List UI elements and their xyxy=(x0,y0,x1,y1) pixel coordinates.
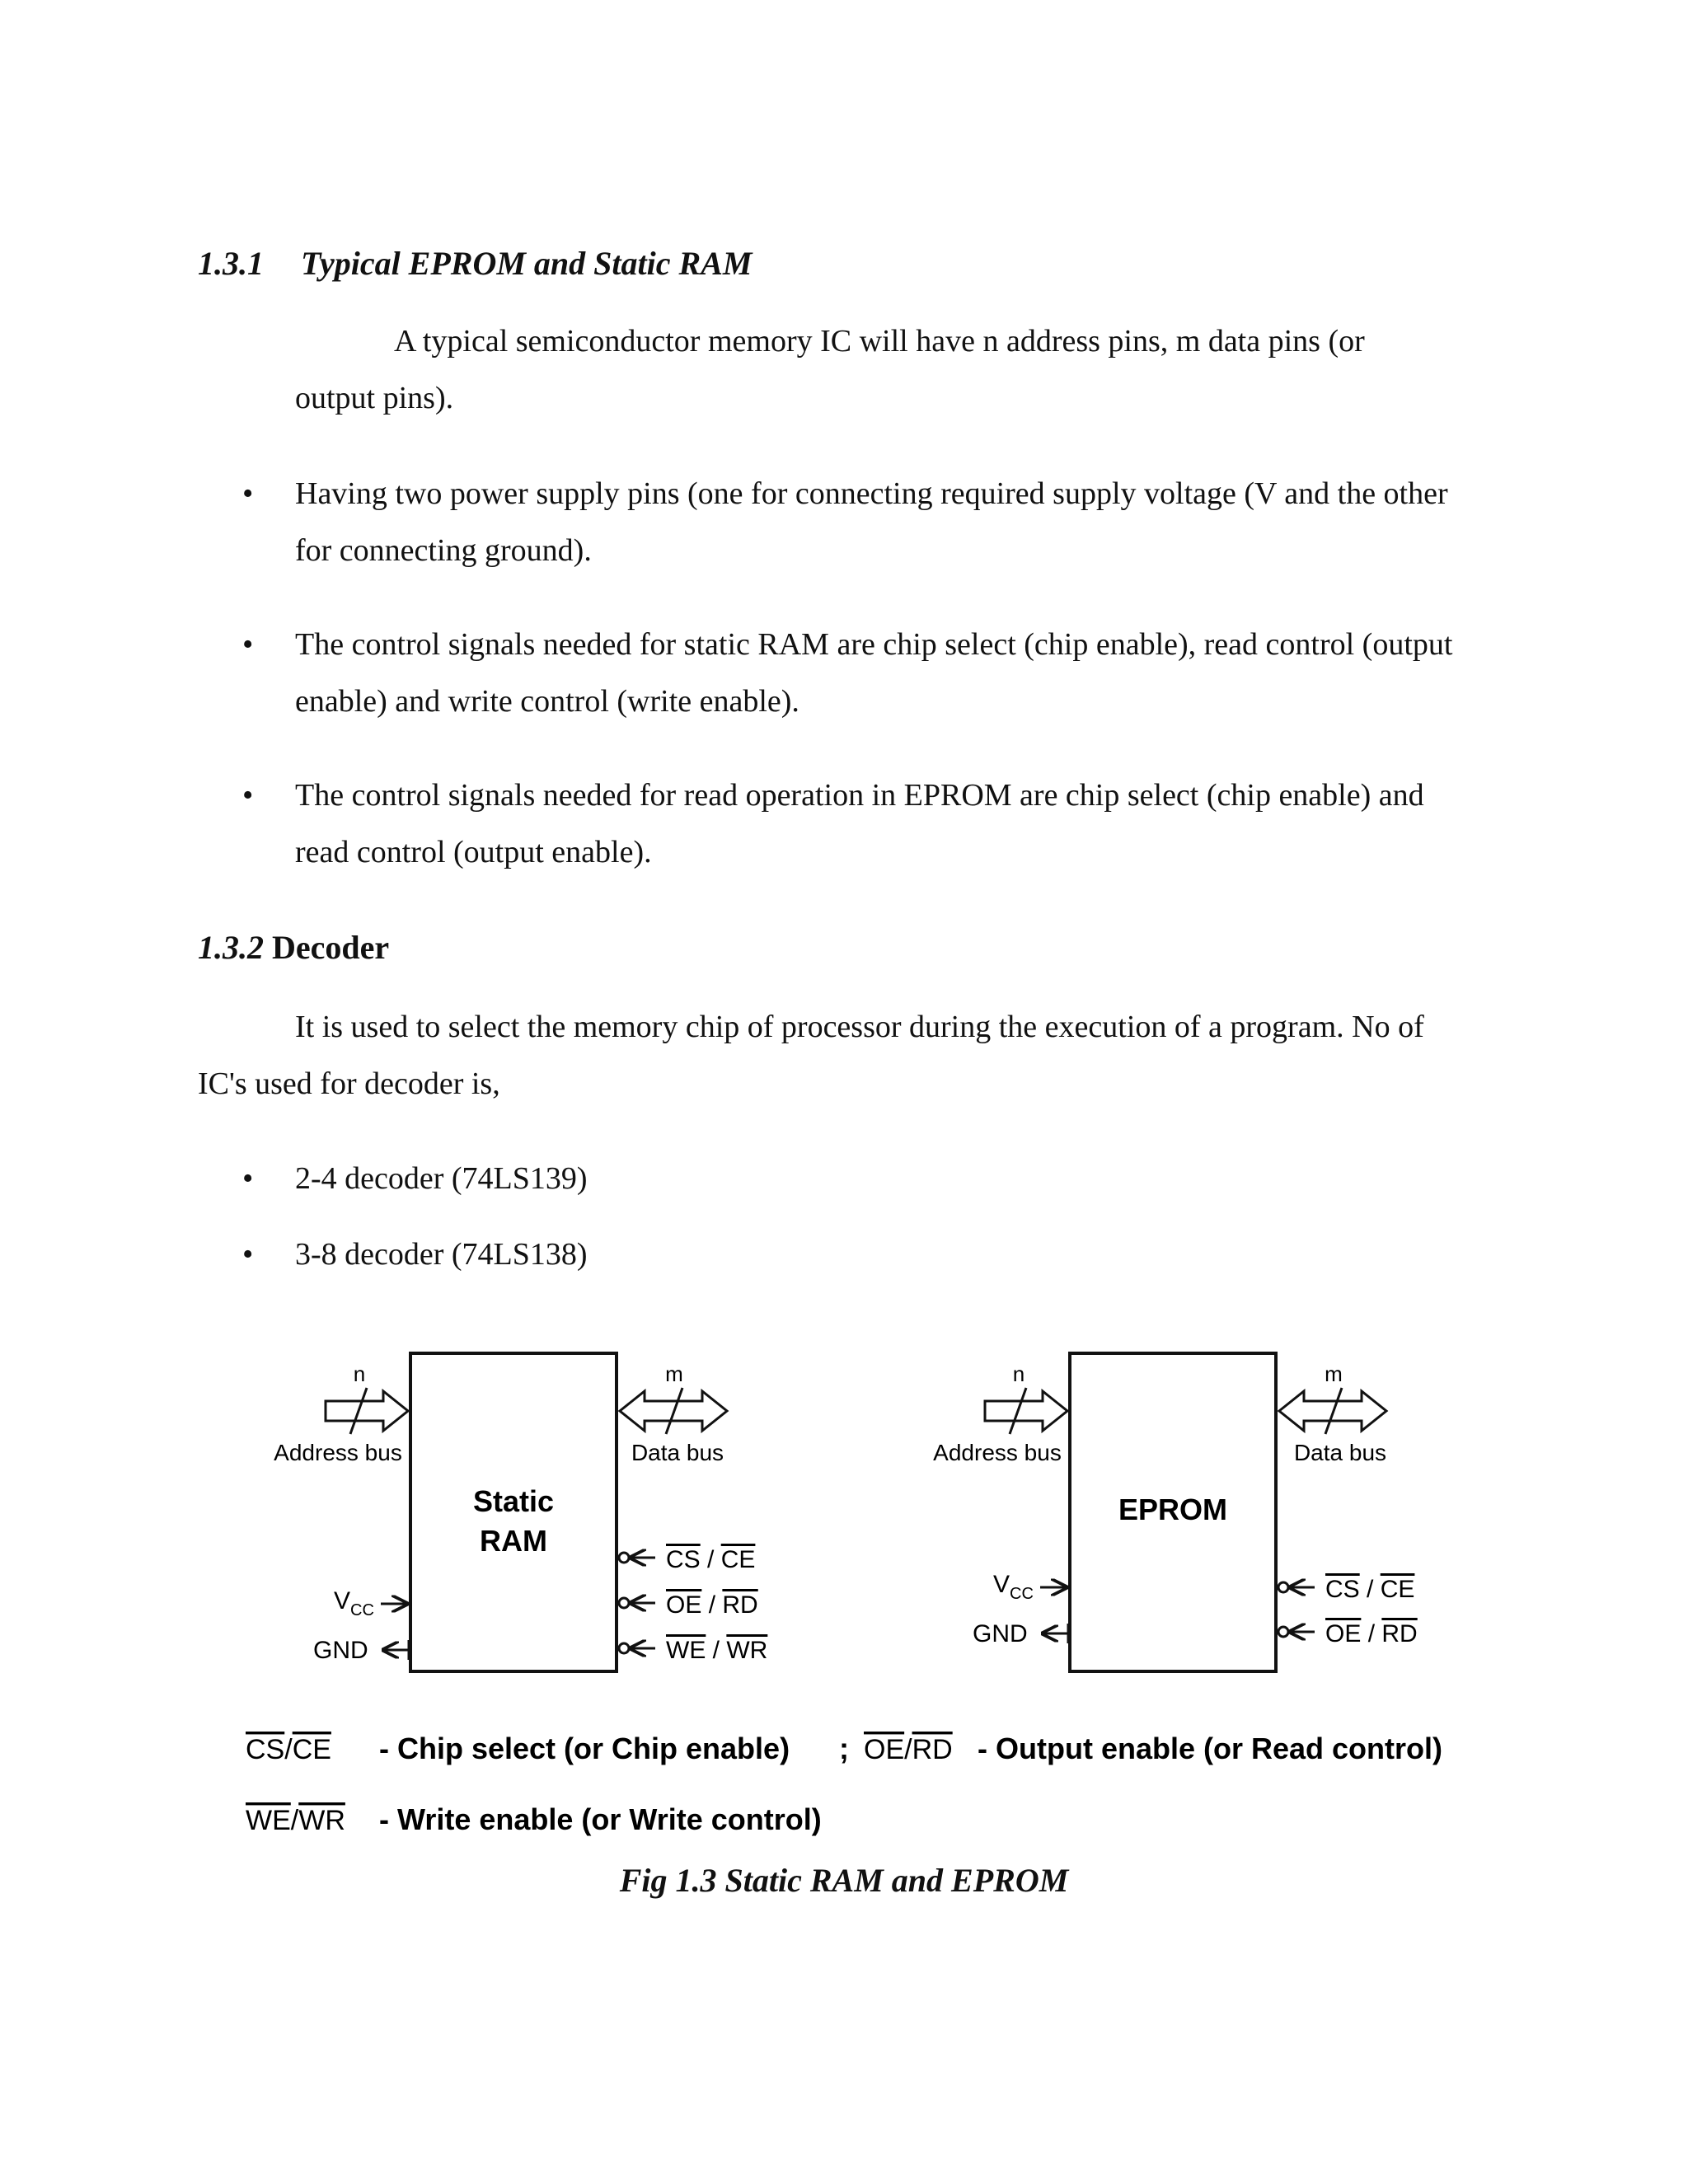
ram-address-label: Address bus xyxy=(274,1440,402,1465)
ram-signal-oe xyxy=(619,1591,758,1619)
bullet-dot: • xyxy=(242,476,254,511)
eprom-data-label: Data bus xyxy=(1293,1440,1387,1465)
eprom-signal-oe xyxy=(1278,1620,1418,1647)
static-ram-label-1: Static xyxy=(472,1484,555,1518)
figure-legend xyxy=(246,1732,1442,1836)
eprom-label: EPROM xyxy=(1118,1493,1228,1526)
section-heading-1-3-2 xyxy=(198,928,389,967)
legend-oe-symbol: OE/RD xyxy=(864,1734,953,1765)
list-item: • 2-4 decoder (74LS139) xyxy=(196,1151,1482,1207)
static-ram-label-2: RAM xyxy=(480,1524,547,1558)
legend-cs-symbol: CS/CE xyxy=(246,1734,331,1765)
legend-we-symbol: WE/WR xyxy=(246,1805,345,1836)
eprom-address-width: n xyxy=(1012,1361,1025,1386)
list-item: • 3-8 decoder (74LS138) xyxy=(196,1226,1482,1283)
eprom-address-label: Address bus xyxy=(933,1440,1062,1465)
bullet-dot: • xyxy=(242,627,254,662)
list-item: • The control signals needed for read operation in EPROM are chip select (chip enable) and read control (output enable). xyxy=(196,767,1482,881)
memory-ic-figure xyxy=(198,1335,1517,1896)
bullet-dot: • xyxy=(242,1161,254,1196)
figure-caption: Fig 1.3 Static RAM and EPROM xyxy=(619,1862,1069,1899)
ram-data-width: m xyxy=(665,1361,683,1386)
section-heading-1-3-1 xyxy=(198,244,752,283)
list-item: • Having two power supply pins (one for connecting required supply voltage (V and the other for connecting ground). xyxy=(196,466,1482,579)
legend-we-text: - Write enable (or Write control) xyxy=(379,1802,822,1836)
eprom-block xyxy=(933,1353,1418,1671)
bullet-dot: • xyxy=(242,778,254,813)
bullet-dot: • xyxy=(242,1237,254,1272)
svg-text:WE / WR: WE / WR xyxy=(666,1637,768,1664)
list-item: • The control signals needed for static RAM are chip select (chip enable), read control (output enable) and write control (write enable). xyxy=(196,616,1482,730)
legend-cs-text: - Chip select (or Chip enable) xyxy=(379,1732,790,1765)
figure-diagram xyxy=(198,1335,1517,1896)
eprom-signal-cs xyxy=(1278,1576,1414,1603)
svg-text:CS / CE: CS / CE xyxy=(1325,1576,1415,1603)
ram-address-bus-arrow-icon xyxy=(326,1388,408,1434)
ram-signal-cs xyxy=(619,1546,755,1573)
section-title: Typical EPROM and Static RAM xyxy=(301,245,753,282)
eprom-address-bus-arrow-icon xyxy=(985,1388,1067,1434)
static-ram-block xyxy=(274,1353,767,1671)
eprom-data-width: m xyxy=(1325,1361,1343,1386)
eprom-data-bus-arrow-icon xyxy=(1279,1388,1386,1434)
section-2-intro: It is used to select the memory chip of processor during the execution of a program. No of IC's used for decoder is, xyxy=(198,1010,1424,1101)
ram-signal-we xyxy=(619,1637,767,1664)
legend-oe-text: - Output enable (or Read control) xyxy=(978,1732,1442,1765)
section-number: 1.3.1 xyxy=(198,245,264,282)
section-1-intro: A typical semiconductor memory IC will have n address pins, m data pins (or output pins). xyxy=(295,324,1365,415)
eprom-gnd-label: GND xyxy=(973,1620,1028,1647)
ram-address-width: n xyxy=(353,1361,366,1386)
ram-data-label: Data bus xyxy=(631,1440,724,1465)
svg-text:CS / CE: CS / CE xyxy=(666,1546,756,1573)
ram-gnd-label: GND xyxy=(313,1637,368,1664)
legend-separator: ; xyxy=(839,1732,849,1765)
section-title: Decoder xyxy=(272,929,390,966)
eprom-vcc-label: $V_{CC}$ xyxy=(993,1571,1034,1603)
section-number: 1.3.2 xyxy=(198,929,264,966)
svg-text:OE / RD: OE / RD xyxy=(666,1591,758,1619)
svg-text:OE / RD: OE / RD xyxy=(1325,1620,1418,1647)
ram-vcc-label: $V_{CC}$ xyxy=(334,1587,374,1619)
ram-data-bus-arrow-icon xyxy=(620,1388,727,1434)
